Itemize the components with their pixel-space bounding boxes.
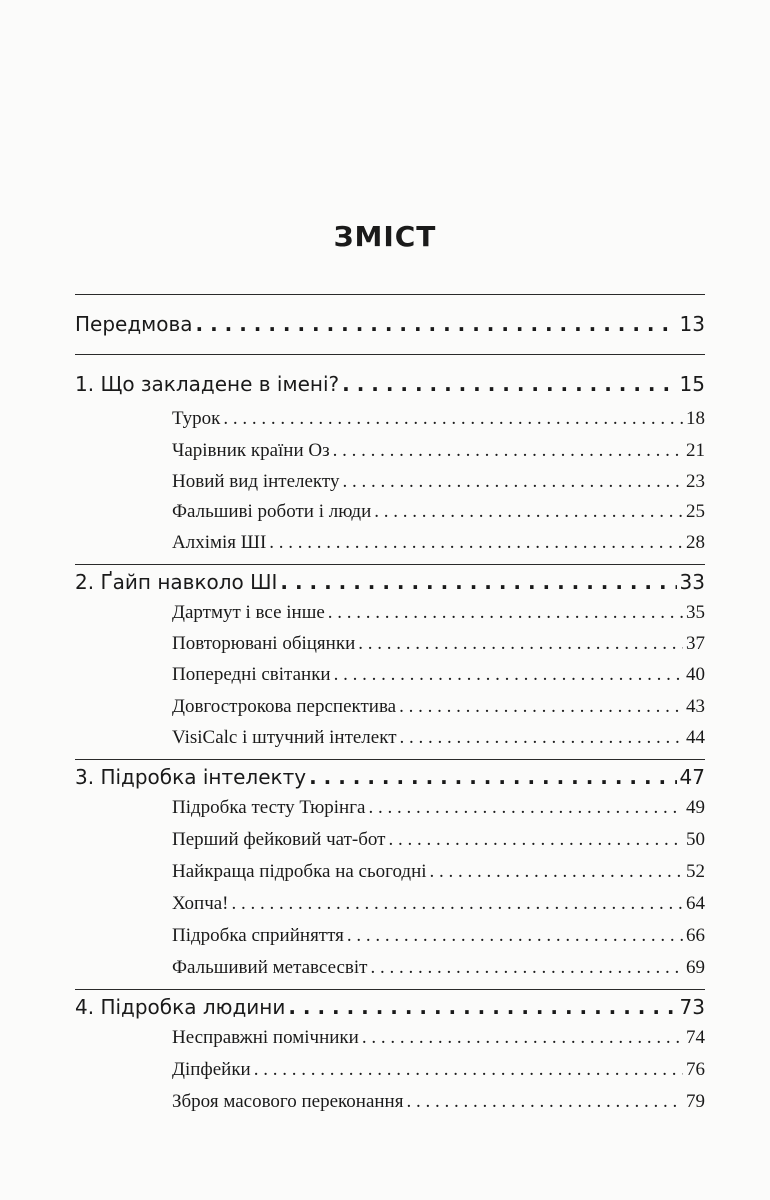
page-title: ЗМІСТ bbox=[333, 220, 437, 253]
divider bbox=[75, 294, 705, 295]
toc-page-number: 64 bbox=[686, 893, 705, 914]
toc-page-number: 28 bbox=[686, 532, 705, 553]
toc-section[interactable] bbox=[172, 957, 705, 979]
toc-entry-label: Перший фейковий чат-бот bbox=[172, 829, 386, 850]
dot-leader bbox=[374, 501, 683, 523]
toc-page-number: 21 bbox=[686, 440, 705, 461]
toc-entry-label: Новий вид інтелекту bbox=[172, 471, 340, 492]
toc-entry-label: Попередні світанки bbox=[172, 664, 331, 685]
dot-leader bbox=[333, 440, 683, 462]
toc-section[interactable] bbox=[172, 727, 705, 749]
dot-leader bbox=[232, 893, 683, 915]
dot-leader bbox=[309, 765, 676, 789]
dot-leader bbox=[347, 925, 683, 947]
toc-page-number: 50 bbox=[686, 829, 705, 850]
toc-entry-label: Фальшиві роботи і люди bbox=[172, 501, 372, 522]
toc-page-number: 69 bbox=[686, 957, 705, 978]
dot-leader bbox=[223, 408, 683, 430]
toc-entry-label: Зброя масового переконання bbox=[172, 1091, 404, 1112]
divider bbox=[75, 759, 705, 760]
toc-entry-label: 3. Підробка інтелекту bbox=[75, 765, 307, 789]
toc-section[interactable] bbox=[172, 893, 705, 915]
toc-entry-label: VisiCalc і штучний інтелект bbox=[172, 727, 397, 748]
dot-leader bbox=[288, 995, 676, 1019]
toc-page-number: 76 bbox=[686, 1059, 705, 1080]
dot-leader bbox=[368, 797, 683, 819]
toc-entry-label: Хопча! bbox=[172, 893, 229, 914]
dot-leader bbox=[388, 829, 683, 851]
toc-entry-label: Алхімія ШІ bbox=[172, 532, 267, 553]
toc-section[interactable] bbox=[172, 633, 705, 655]
toc-entry-label: Несправжні помічники bbox=[172, 1027, 359, 1048]
toc-page-number: 43 bbox=[686, 696, 705, 717]
toc-entry-label: Чарівник країни Оз bbox=[172, 440, 330, 461]
dot-leader bbox=[328, 602, 683, 624]
toc-page-number: 49 bbox=[686, 797, 705, 818]
toc-entry-label: Підробка тесту Тюрінга bbox=[172, 797, 366, 818]
toc-section[interactable] bbox=[172, 829, 705, 851]
toc-section[interactable] bbox=[172, 501, 705, 523]
toc-entry-label: Найкраща підробка на сьогодні bbox=[172, 861, 427, 882]
toc-page-number: 79 bbox=[686, 1091, 705, 1112]
toc-entry-label: 4. Підробка людини bbox=[75, 995, 286, 1019]
dot-leader bbox=[370, 957, 683, 979]
divider bbox=[75, 989, 705, 990]
dot-leader bbox=[342, 372, 676, 396]
toc-chapter[interactable] bbox=[75, 312, 705, 336]
toc-entry-label: Повторювані обіцянки bbox=[172, 633, 356, 654]
dot-leader bbox=[358, 633, 683, 655]
toc-page-number: 44 bbox=[686, 727, 705, 748]
toc-entry-label: Довгострокова перспектива bbox=[172, 696, 397, 717]
toc-page-number: 37 bbox=[686, 633, 705, 654]
toc-section[interactable] bbox=[172, 925, 705, 947]
toc-section[interactable] bbox=[172, 797, 705, 819]
toc-section[interactable] bbox=[172, 696, 705, 718]
toc-entry-label: Підробка сприйняття bbox=[172, 925, 344, 946]
toc-page-number: 73 bbox=[679, 995, 705, 1019]
toc-entry-label: 2. Ґайп навколо ШІ bbox=[75, 570, 278, 594]
toc-page-number: 40 bbox=[686, 664, 705, 685]
dot-leader bbox=[269, 532, 683, 554]
toc-section[interactable] bbox=[172, 664, 705, 686]
toc-entry-label: Турок bbox=[172, 408, 221, 429]
dot-leader bbox=[342, 471, 683, 493]
dot-leader bbox=[400, 727, 683, 749]
toc-section[interactable] bbox=[172, 1059, 705, 1081]
dot-leader bbox=[196, 312, 677, 336]
toc-page-number: 23 bbox=[686, 471, 705, 492]
toc-section[interactable] bbox=[172, 440, 705, 462]
toc-page-number: 25 bbox=[686, 501, 705, 522]
toc-page-number: 33 bbox=[679, 570, 705, 594]
toc-chapter[interactable] bbox=[75, 765, 705, 789]
toc-page-number: 15 bbox=[679, 372, 705, 396]
dot-leader bbox=[362, 1027, 683, 1049]
toc-section[interactable] bbox=[172, 861, 705, 883]
toc-entry-label: Передмова bbox=[75, 312, 193, 336]
toc-page-number: 74 bbox=[686, 1027, 705, 1048]
toc-section[interactable] bbox=[172, 602, 705, 624]
toc-chapter[interactable] bbox=[75, 570, 705, 594]
divider bbox=[75, 354, 705, 355]
toc-page-number: 66 bbox=[686, 925, 705, 946]
dot-leader bbox=[406, 1091, 683, 1113]
toc-section[interactable] bbox=[172, 1091, 705, 1113]
divider bbox=[75, 564, 705, 565]
toc-entry-label: Дартмут і все інше bbox=[172, 602, 325, 623]
toc-page-number: 13 bbox=[679, 312, 705, 336]
toc-chapter[interactable] bbox=[75, 995, 705, 1019]
dot-leader bbox=[280, 570, 676, 594]
toc-section[interactable] bbox=[172, 532, 705, 554]
toc-page-number: 35 bbox=[686, 602, 705, 623]
toc-entry-label: Фальшивий метавсесвіт bbox=[172, 957, 368, 978]
toc-section[interactable] bbox=[172, 1027, 705, 1049]
toc-section[interactable] bbox=[172, 408, 705, 430]
toc-entry-label: 1. Що закладене в імені? bbox=[75, 372, 340, 396]
dot-leader bbox=[254, 1059, 683, 1081]
toc-section[interactable] bbox=[172, 471, 705, 493]
dot-leader bbox=[399, 696, 683, 718]
toc-page-number: 47 bbox=[679, 765, 705, 789]
toc-entry-label: Діпфейки bbox=[172, 1059, 251, 1080]
toc-page-number: 52 bbox=[686, 861, 705, 882]
toc-chapter[interactable] bbox=[75, 372, 705, 396]
dot-leader bbox=[430, 861, 683, 883]
dot-leader bbox=[334, 664, 683, 686]
toc-page-number: 18 bbox=[686, 408, 705, 429]
